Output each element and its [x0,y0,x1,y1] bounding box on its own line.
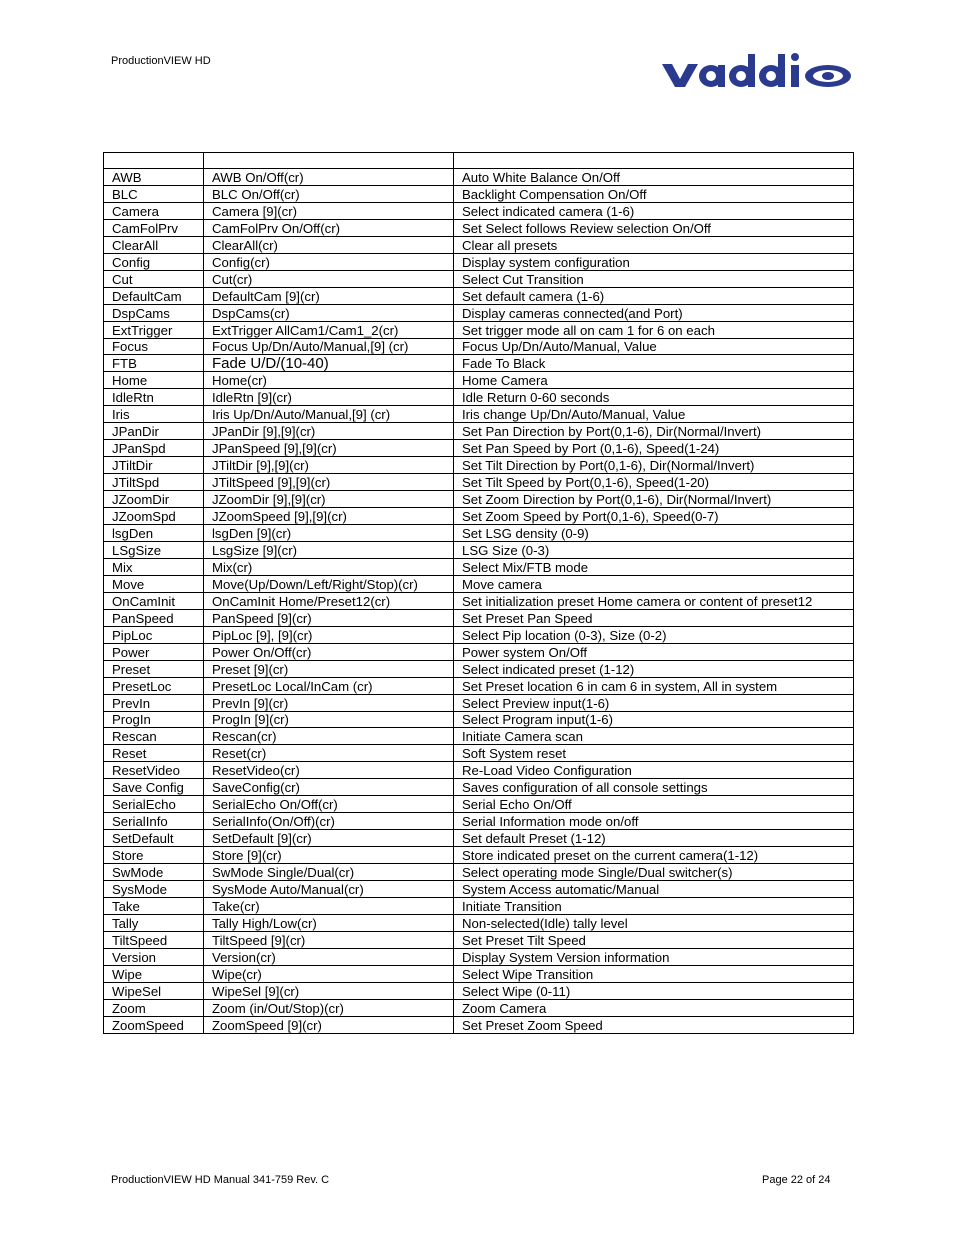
command-description-cell: Focus Up/Dn/Auto/Manual, Value [454,338,854,355]
table-row [104,253,854,270]
command-name-cell: FTB [104,355,204,372]
table-row [104,592,854,609]
command-name-cell: CamFolPrv [104,219,204,236]
command-description-cell: Initiate Transition [454,897,854,914]
table-row [104,575,854,592]
command-syntax-cell: SaveConfig(cr) [204,779,454,796]
command-description-cell: Select operating mode Single/Dual switcher(s) [454,864,854,881]
command-description-cell: Move camera [454,575,854,592]
command-description-cell: Serial Information mode on/off [454,813,854,830]
command-description-cell: Select Mix/FTB mode [454,558,854,575]
table-row [104,389,854,406]
command-name-cell: ClearAll [104,236,204,253]
command-description-cell: Set Tilt Direction by Port(0,1-6), Dir(Normal/Invert) [454,457,854,474]
command-description-cell: Fade To Black [454,355,854,372]
table-row [104,999,854,1016]
command-syntax-cell: PipLoc [9], [9](cr) [204,626,454,643]
command-name-cell: Cut [104,270,204,287]
command-description-cell: Set trigger mode all on cam 1 for 6 on each [454,321,854,338]
document-header-title: ProductionVIEW HD [111,55,211,67]
table-row [104,287,854,304]
command-name-cell: DefaultCam [104,287,204,304]
vaddio-logo [660,52,853,88]
command-name-cell: Camera [104,202,204,219]
command-syntax-cell: PanSpeed [9](cr) [204,609,454,626]
command-name-cell: PrevIn [104,694,204,711]
table-row [104,728,854,745]
command-syntax-cell: Focus Up/Dn/Auto/Manual,[9] (cr) [204,338,454,355]
command-name-cell: Home [104,372,204,389]
command-syntax-cell: BLC On/Off(cr) [204,185,454,202]
command-description-cell: Set Zoom Direction by Port(0,1-6), Dir(Normal/Invert) [454,491,854,508]
command-description-cell: Set Tilt Speed by Port(0,1-6), Speed(1-20) [454,474,854,491]
table-row [104,881,854,898]
command-name-cell: AWB [104,169,204,186]
table-row [104,355,854,372]
footer-page-number: Page 22 of 24 [762,1174,831,1186]
table-row [104,491,854,508]
command-name-cell: PanSpeed [104,609,204,626]
command-name-cell: Save Config [104,779,204,796]
command-name-cell: lsgDen [104,525,204,542]
table-row [104,626,854,643]
command-syntax-cell: JTiltSpeed [9],[9](cr) [204,474,454,491]
command-description-cell: Serial Echo On/Off [454,796,854,813]
command-description-cell: Select Preview input(1-6) [454,694,854,711]
command-name-cell: ZoomSpeed [104,1016,204,1033]
table-row [104,982,854,999]
command-name-cell: Version [104,948,204,965]
table-row [104,677,854,694]
command-syntax-cell: lsgDen [9](cr) [204,525,454,542]
command-syntax-cell: Config(cr) [204,253,454,270]
command-syntax-cell: JTiltDir [9],[9](cr) [204,457,454,474]
command-description-cell: Set initialization preset Home camera or content of preset12 [454,592,854,609]
table-row [104,406,854,423]
command-syntax-cell: OnCamInit Home/Preset12(cr) [204,592,454,609]
table-row [104,202,854,219]
table-header-row [104,153,854,169]
command-description-cell: Set Zoom Speed by Port(0,1-6), Speed(0-7) [454,508,854,525]
table-row [104,185,854,202]
command-name-cell: JZoomDir [104,491,204,508]
command-syntax-cell: Iris Up/Dn/Auto/Manual,[9] (cr) [204,406,454,423]
command-name-cell: WipeSel [104,982,204,999]
table-row [104,830,854,847]
command-name-cell: Iris [104,406,204,423]
table-row [104,914,854,931]
command-syntax-cell: SerialInfo(On/Off)(cr) [204,813,454,830]
table-header-cell [204,153,454,169]
command-syntax-cell: Version(cr) [204,948,454,965]
command-description-cell: Clear all presets [454,236,854,253]
command-description-cell: Non-selected(Idle) tally level [454,914,854,931]
table-row [104,694,854,711]
command-name-cell: ResetVideo [104,762,204,779]
command-description-cell: Set Pan Direction by Port(0,1-6), Dir(Normal/Invert) [454,423,854,440]
command-description-cell: Power system On/Off [454,643,854,660]
table-row [104,660,854,677]
command-syntax-cell: IdleRtn [9](cr) [204,389,454,406]
command-description-cell: Set Pan Speed by Port (0,1-6), Speed(1-24) [454,440,854,457]
table-header-cell [104,153,204,169]
table-row [104,423,854,440]
command-name-cell: SerialInfo [104,813,204,830]
table-header-cell [454,153,854,169]
table-row [104,541,854,558]
command-description-cell: Re-Load Video Configuration [454,762,854,779]
command-name-cell: JZoomSpd [104,508,204,525]
command-description-cell: Display cameras connected(and Port) [454,304,854,321]
table-row [104,236,854,253]
command-description-cell: Set Select follows Review selection On/Off [454,219,854,236]
command-name-cell: Move [104,575,204,592]
command-description-cell: LSG Size (0-3) [454,541,854,558]
command-syntax-cell: Mix(cr) [204,558,454,575]
table-row [104,711,854,728]
command-name-cell: Tally [104,914,204,931]
command-syntax-cell: JPanSpeed [9],[9](cr) [204,440,454,457]
command-name-cell: JPanDir [104,423,204,440]
command-description-cell: Set LSG density (0-9) [454,525,854,542]
command-name-cell: SerialEcho [104,796,204,813]
command-syntax-cell: Tally High/Low(cr) [204,914,454,931]
table-row [104,796,854,813]
footer-manual-title: ProductionVIEW HD Manual 341-759 Rev. C [111,1174,330,1186]
command-description-cell: Select Wipe Transition [454,965,854,982]
command-name-cell: TiltSpeed [104,931,204,948]
command-syntax-cell: Home(cr) [204,372,454,389]
table-row [104,321,854,338]
command-syntax-cell: CamFolPrv On/Off(cr) [204,219,454,236]
command-description-cell: Soft System reset [454,745,854,762]
command-syntax-cell: SetDefault [9](cr) [204,830,454,847]
command-name-cell: BLC [104,185,204,202]
command-name-cell: LSgSize [104,541,204,558]
command-description-cell: Select indicated preset (1-12) [454,660,854,677]
command-syntax-cell: TiltSpeed [9](cr) [204,931,454,948]
command-name-cell: JPanSpd [104,440,204,457]
command-description-cell: Select Program input(1-6) [454,711,854,728]
command-syntax-cell: Fade U/D/(10-40) [204,355,454,372]
command-syntax-cell: AWB On/Off(cr) [204,169,454,186]
vaddio-logo-graphic [660,52,853,88]
command-name-cell: SwMode [104,864,204,881]
command-description-cell: Select indicated camera (1-6) [454,202,854,219]
command-syntax-cell: ExtTrigger AllCam1/Cam1_2(cr) [204,321,454,338]
table-row [104,474,854,491]
table-row [104,813,854,830]
table-row [104,847,854,864]
table-row [104,745,854,762]
command-syntax-cell: Reset(cr) [204,745,454,762]
command-name-cell: DspCams [104,304,204,321]
command-description-cell: Set default camera (1-6) [454,287,854,304]
command-name-cell: Reset [104,745,204,762]
command-name-cell: SysMode [104,881,204,898]
command-syntax-cell: SysMode Auto/Manual(cr) [204,881,454,898]
command-name-cell: Store [104,847,204,864]
command-description-cell: Store indicated preset on the current camera(1-12) [454,847,854,864]
command-description-cell: System Access automatic/Manual [454,881,854,898]
command-syntax-cell: PresetLoc Local/InCam (cr) [204,677,454,694]
command-syntax-cell: Zoom (in/Out/Stop)(cr) [204,999,454,1016]
command-syntax-cell: SwMode Single/Dual(cr) [204,864,454,881]
command-syntax-cell: DefaultCam [9](cr) [204,287,454,304]
command-description-cell: Set Preset Pan Speed [454,609,854,626]
command-syntax-cell: Preset [9](cr) [204,660,454,677]
command-syntax-cell: ResetVideo(cr) [204,762,454,779]
command-syntax-cell: SerialEcho On/Off(cr) [204,796,454,813]
command-description-cell: Select Wipe (0-11) [454,982,854,999]
command-description-cell: Home Camera [454,372,854,389]
table-row [104,219,854,236]
command-syntax-cell: Wipe(cr) [204,965,454,982]
command-syntax-cell: PrevIn [9](cr) [204,694,454,711]
command-name-cell: ExtTrigger [104,321,204,338]
command-name-cell: Take [104,897,204,914]
command-name-cell: PipLoc [104,626,204,643]
command-description-cell: Saves configuration of all console settings [454,779,854,796]
command-name-cell: JTiltDir [104,457,204,474]
command-description-cell: Backlight Compensation On/Off [454,185,854,202]
command-name-cell: Mix [104,558,204,575]
command-description-cell: Auto White Balance On/Off [454,169,854,186]
command-description-cell: Set Preset location 6 in cam 6 in system, All in system [454,677,854,694]
command-name-cell: PresetLoc [104,677,204,694]
command-syntax-cell: JZoomSpeed [9],[9](cr) [204,508,454,525]
table-row [104,948,854,965]
table-row [104,609,854,626]
command-name-cell: Preset [104,660,204,677]
command-name-cell: Focus [104,338,204,355]
table-body [104,169,854,1034]
table-row [104,525,854,542]
command-description-cell: Set Preset Zoom Speed [454,1016,854,1033]
command-syntax-cell: DspCams(cr) [204,304,454,321]
command-name-cell: Zoom [104,999,204,1016]
command-syntax-cell: Move(Up/Down/Left/Right/Stop)(cr) [204,575,454,592]
command-description-cell: Iris change Up/Dn/Auto/Manual, Value [454,406,854,423]
command-description-cell: Zoom Camera [454,999,854,1016]
command-name-cell: ProgIn [104,711,204,728]
table-row [104,965,854,982]
command-description-cell: Idle Return 0-60 seconds [454,389,854,406]
table-row [104,338,854,355]
command-name-cell: IdleRtn [104,389,204,406]
table-row [104,169,854,186]
command-syntax-cell: ZoomSpeed [9](cr) [204,1016,454,1033]
table-row [104,897,854,914]
command-syntax-cell: LsgSize [9](cr) [204,541,454,558]
table-row [104,304,854,321]
command-description-cell: Display System Version information [454,948,854,965]
command-name-cell: JTiltSpd [104,474,204,491]
command-syntax-cell: WipeSel [9](cr) [204,982,454,999]
table-row [104,1016,854,1033]
command-description-cell: Set default Preset (1-12) [454,830,854,847]
table-row [104,643,854,660]
command-syntax-cell: ProgIn [9](cr) [204,711,454,728]
table-row [104,508,854,525]
command-name-cell: Power [104,643,204,660]
command-description-cell: Select Pip location (0-3), Size (0-2) [454,626,854,643]
table-row [104,931,854,948]
command-description-cell: Display system configuration [454,253,854,270]
command-syntax-cell: JPanDir [9],[9](cr) [204,423,454,440]
command-name-cell: Config [104,253,204,270]
command-name-cell: SetDefault [104,830,204,847]
table-row [104,864,854,881]
command-syntax-cell: Cut(cr) [204,270,454,287]
command-name-cell: OnCamInit [104,592,204,609]
command-name-cell: Rescan [104,728,204,745]
table-row [104,440,854,457]
command-syntax-cell: ClearAll(cr) [204,236,454,253]
command-name-cell: Wipe [104,965,204,982]
command-syntax-cell: Store [9](cr) [204,847,454,864]
command-description-cell: Set Preset Tilt Speed [454,931,854,948]
command-description-cell: Select Cut Transition [454,270,854,287]
table-row [104,779,854,796]
command-syntax-cell: Power On/Off(cr) [204,643,454,660]
command-syntax-cell: Take(cr) [204,897,454,914]
table-row [104,558,854,575]
command-syntax-cell: JZoomDir [9],[9](cr) [204,491,454,508]
table-row [104,762,854,779]
command-syntax-cell: Camera [9](cr) [204,202,454,219]
command-syntax-cell: Rescan(cr) [204,728,454,745]
table-row [104,270,854,287]
table-row [104,372,854,389]
table-row [104,457,854,474]
command-table [103,152,854,1034]
command-description-cell: Initiate Camera scan [454,728,854,745]
